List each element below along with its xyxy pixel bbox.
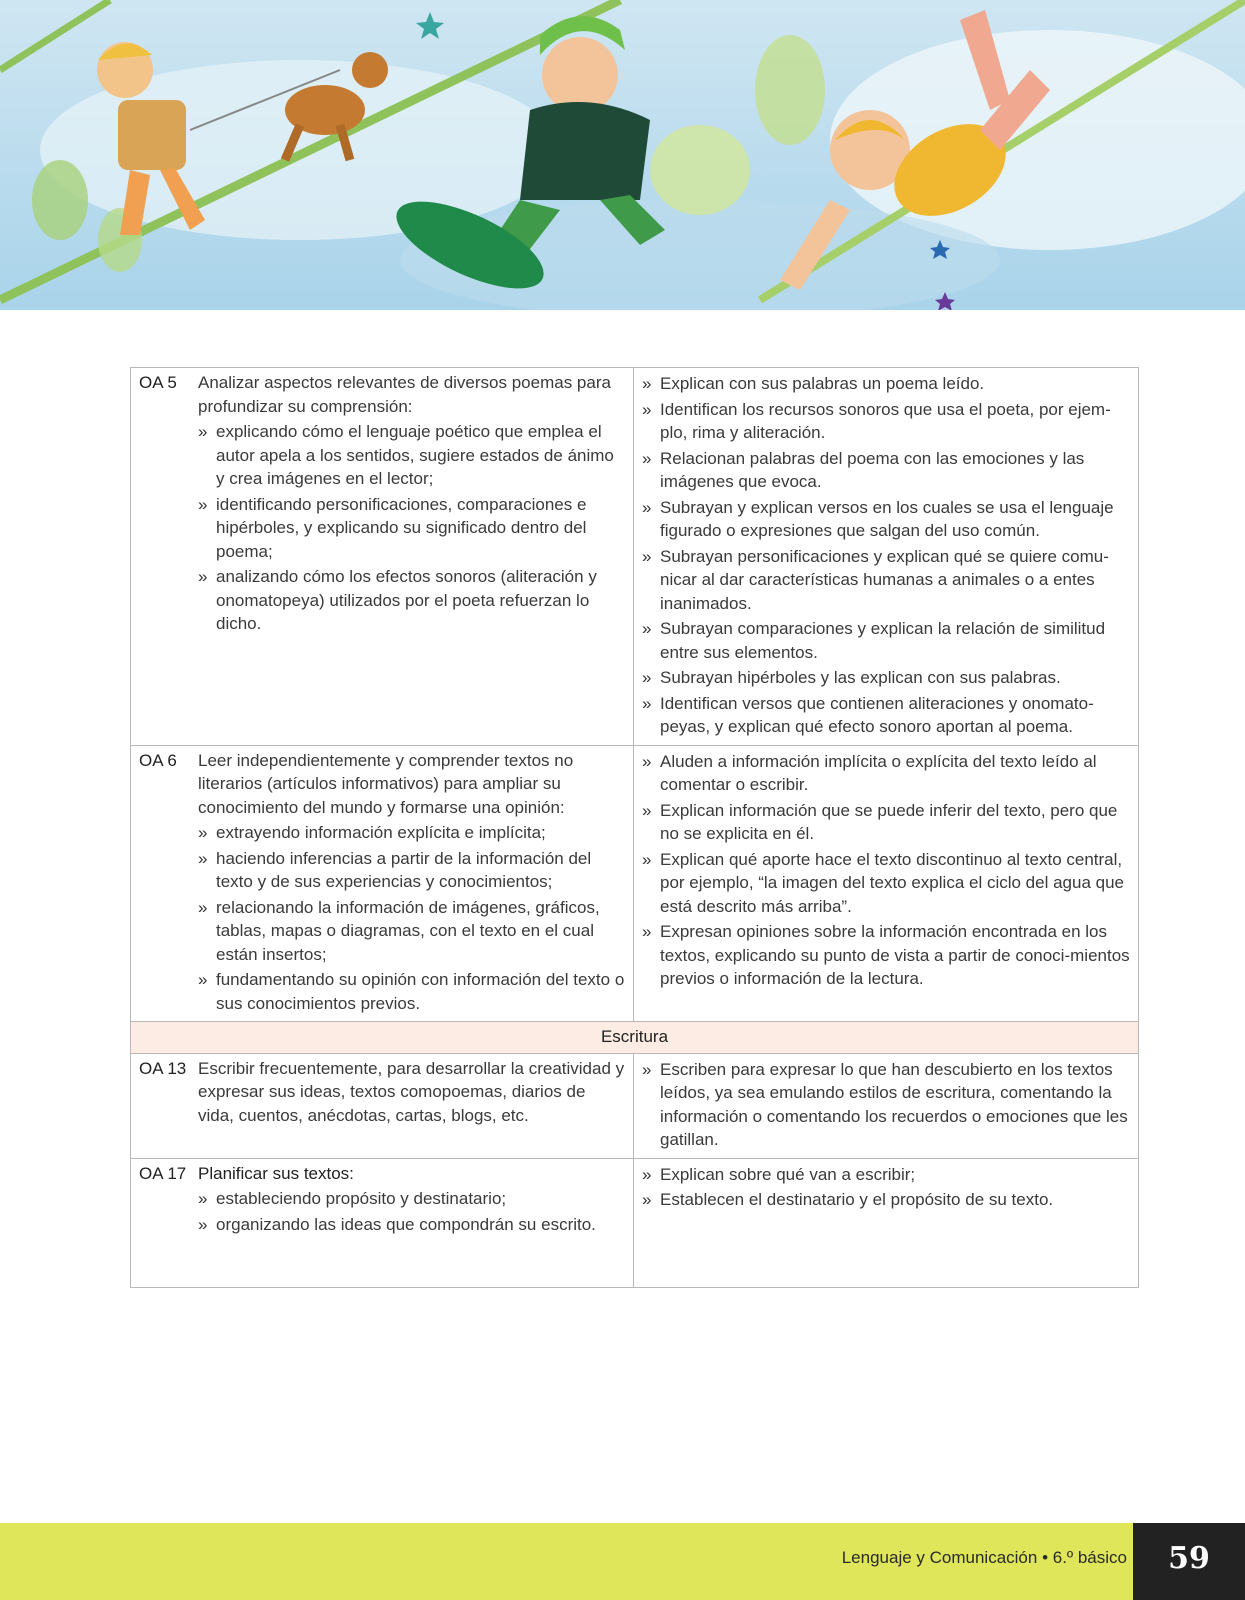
table-row (131, 1053, 1139, 1158)
list-item: » organizando las ideas que compondrán su escrito. (198, 1213, 625, 1237)
table-row (131, 1158, 1139, 1287)
list-item: » Subrayan hipérboles y las explican con sus palabras. (642, 666, 1130, 690)
objective-cell (131, 1053, 634, 1158)
objectives-table (130, 367, 1139, 1288)
list-item: » Explican qué aporte hace el texto discontinuo al texto central, por ejemplo, “la imagen del texto explica el ciclo del agua que está descrito más arriba”. (642, 848, 1130, 919)
indicator-list (642, 1058, 1130, 1152)
objective-code: OA 5 (139, 373, 177, 392)
illustration-children-playing-icon (0, 0, 1245, 310)
indicators-cell (634, 1158, 1139, 1287)
list-item: » Identifican los recursos sonoros que usa el poeta, por ejem-plo, rima y aliteración. (642, 398, 1130, 445)
objective-items (198, 1187, 625, 1236)
objective-code: OA 13 (139, 1058, 187, 1078)
list-item: » Identifican versos que contienen aliteraciones y onomato-peyas, y explican qué efecto sonoro aportan al poema. (642, 692, 1130, 739)
footer-subject: Lenguaje y Comunicación • 6.º básico (841, 1548, 1127, 1567)
list-item: » Escriben para expresar lo que han descubierto en los textos leídos, ya sea emulando estilos de escritura, comentando la información o comentando los recuerdos o emociones que les gatillan. (642, 1058, 1130, 1152)
section-row (131, 1022, 1139, 1054)
table-row (131, 745, 1139, 1022)
banner-illustration (0, 0, 1245, 310)
table-row (131, 368, 1139, 746)
objective-items (198, 420, 625, 636)
indicators-cell (634, 1053, 1139, 1158)
list-item: » Subrayan personificaciones y explican qué se quiere comu-nicar al dar características humanas a animales o a entes inanimados. (642, 545, 1130, 616)
indicator-list (642, 750, 1130, 991)
objective-cell (131, 1158, 634, 1287)
objective-cell (131, 368, 634, 746)
list-item: » Explican con sus palabras un poema leído. (642, 372, 1130, 396)
list-item: » Explican información que se puede inferir del texto, pero que no se explicita en él. (642, 799, 1130, 846)
list-item: » Explican sobre qué van a escribir; (642, 1163, 1130, 1187)
objective-code: OA 6 (139, 750, 177, 770)
list-item: » Expresan opiniones sobre la información encontrada en los textos, explicando su punto de vista a partir de conoci-mientos previos o información de la lectura. (642, 920, 1130, 991)
objective-statement: Leer independientemente y comprender textos no literarios (artículos informativos) para ampliar su conocimiento del mundo y formarse una opinión: (198, 750, 574, 817)
list-item: » haciendo inferencias a partir de la información del texto y de sus experiencias y conocimientos; (198, 847, 625, 894)
objective-statement: Planificar sus textos: (198, 1163, 354, 1183)
section-heading: Escritura (131, 1022, 1139, 1054)
page-number: 59 (1133, 1523, 1245, 1600)
list-item: » extrayendo información explícita e implícita; (198, 821, 625, 845)
list-item: » explicando cómo el lenguaje poético que emplea el autor apela a los sentidos, sugiere estados de ánimo y crea imágenes en el lector; (198, 420, 625, 491)
list-item: » identificando personificaciones, comparaciones e hipérboles, y explicando su significado dentro del poema; (198, 493, 625, 564)
objective-statement: Escribir frecuentemente, para desarrollar la creatividad y expresar sus ideas, textos comopoemas, diarios de vida, cuentos, anécdotas, cartas, blogs, etc. (198, 1058, 625, 1125)
indicators-cell (634, 368, 1139, 746)
objective-statement: Analizar aspectos relevantes de diversos poemas para profundizar su comprensión: (198, 373, 611, 416)
list-item: » fundamentando su opinión con información del texto o sus conocimientos previos. (198, 968, 625, 1015)
list-item: » Subrayan y explican versos en los cuales se usa el lenguaje figurado o expresiones que salgan del uso común. (642, 496, 1130, 543)
list-item: » Establecen el destinatario y el propósito de su texto. (642, 1188, 1130, 1212)
list-item: » relacionando la información de imágenes, gráficos, tablas, mapas o diagramas, con el texto en el cual están insertos; (198, 896, 625, 967)
indicator-list (642, 1163, 1130, 1212)
list-item: » estableciendo propósito y destinatario; (198, 1187, 625, 1211)
indicators-cell (634, 745, 1139, 1022)
list-item: » Relacionan palabras del poema con las emociones y las imágenes que evoca. (642, 447, 1130, 494)
objective-items (198, 821, 625, 1015)
list-item: » Subrayan comparaciones y explican la relación de similitud entre sus elementos. (642, 617, 1130, 664)
page-footer (0, 1523, 1245, 1600)
objective-code: OA 17 (139, 1163, 187, 1183)
indicator-list (642, 372, 1130, 739)
list-item: » Aluden a información implícita o explícita del texto leído al comentar o escribir. (642, 750, 1130, 797)
list-item: » analizando cómo los efectos sonoros (aliteración y onomatopeya) utilizados por el poeta refuerzan lo dicho. (198, 565, 625, 636)
objective-cell (131, 745, 634, 1022)
